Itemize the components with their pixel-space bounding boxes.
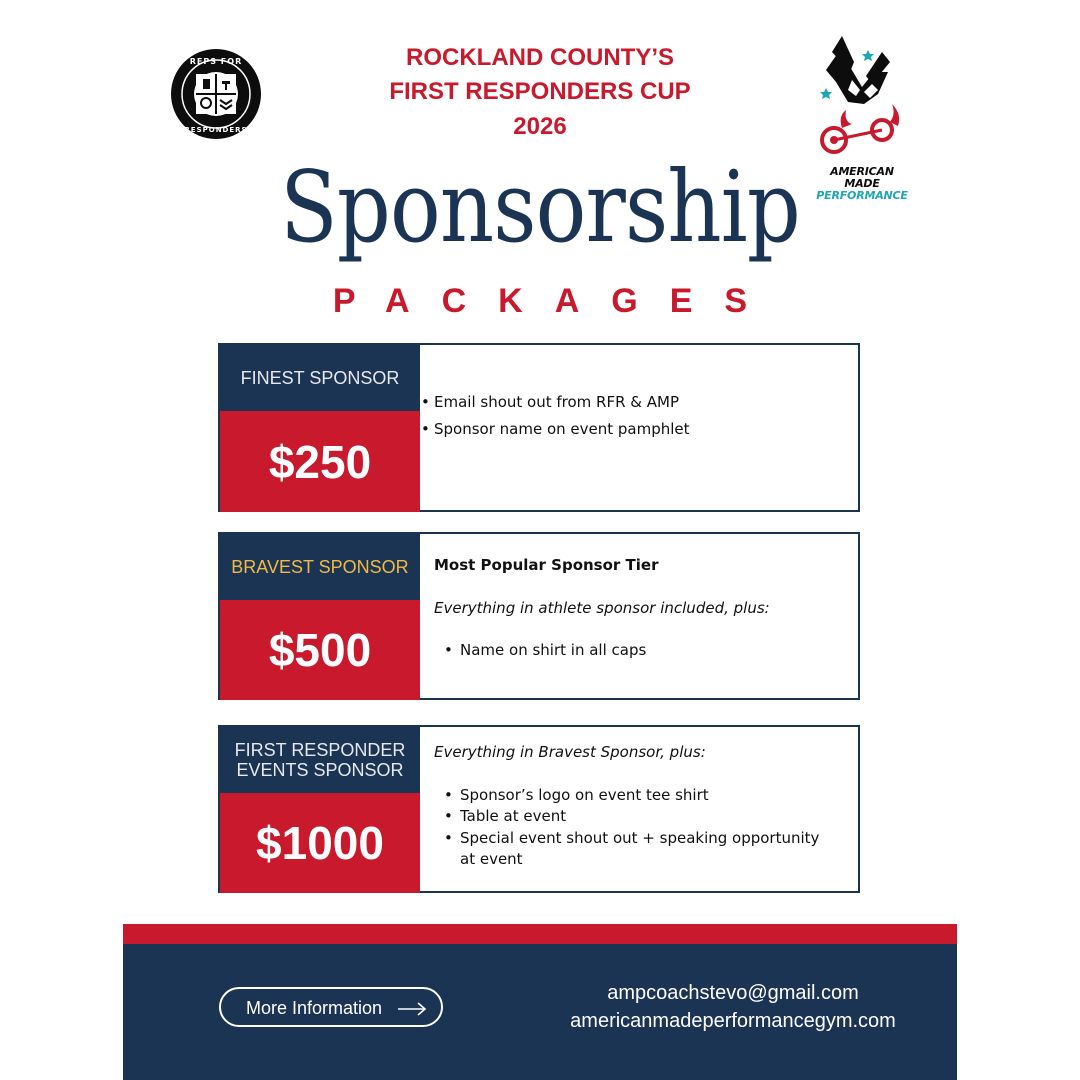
contact-email-link[interactable]: ampcoachstevo@gmail.com	[607, 982, 859, 1004]
svg-text:REPS FOR: REPS FOR	[189, 57, 243, 66]
benefit-item: • Sponsor name on event pamphlet	[434, 420, 690, 438]
more-information-button[interactable]	[219, 987, 443, 1027]
page-subtitle: PACKAGES	[332, 282, 780, 320]
amp-name-line1: AMERICAN MADE	[830, 165, 894, 190]
tier-card-finest	[218, 343, 860, 512]
tier-price: $1000	[220, 793, 420, 893]
benefit-item: • Email shout out from RFR & AMP	[434, 393, 679, 411]
benefit-item: • Table at event	[460, 806, 566, 827]
tier-price: $500	[220, 600, 420, 700]
tier-name-line1: FIRST RESPONDER	[234, 740, 406, 760]
footer	[123, 944, 957, 1080]
event-name-line: FIRST RESPONDERS CUP	[389, 78, 691, 105]
tier-intro: Everything in athlete sponsor included, plus:	[434, 599, 770, 617]
svg-text:RESPONDERS: RESPONDERS	[184, 126, 248, 134]
tier-price: $250	[220, 411, 420, 512]
benefit-item: • Special event shout out + speaking opportunity	[460, 828, 819, 849]
tier-intro: Everything in Bravest Sponsor, plus:	[434, 743, 706, 761]
arrow-right-icon	[397, 1002, 427, 1016]
event-county-line: ROCKLAND COUNTY’S	[406, 44, 674, 71]
more-information-label: More Information	[246, 998, 383, 1018]
tier-name: BRAVEST SPONSOR	[220, 534, 420, 600]
tier-name-line2: EVENTS SPONSOR	[236, 760, 404, 780]
benefit-item: • Name on shirt in all caps	[460, 640, 646, 661]
amp-name-line2: PERFORMANCE	[816, 189, 908, 202]
event-year-line: 2026	[513, 113, 567, 140]
tier-name: FINEST SPONSOR	[220, 345, 420, 411]
footer-accent-band	[123, 924, 957, 944]
tier-card-first-responder	[218, 725, 860, 893]
tier-name	[220, 727, 420, 793]
tier-card-bravest	[218, 532, 860, 700]
benefit-item-continued: at event	[460, 850, 523, 868]
most-popular-label: Most Popular Sponsor Tier	[434, 556, 659, 574]
page-title: Sponsorship	[280, 151, 800, 265]
website-link[interactable]: americanmadeperformancegym.com	[570, 1010, 896, 1032]
benefit-item: • Sponsor’s logo on event tee shirt	[460, 785, 709, 806]
